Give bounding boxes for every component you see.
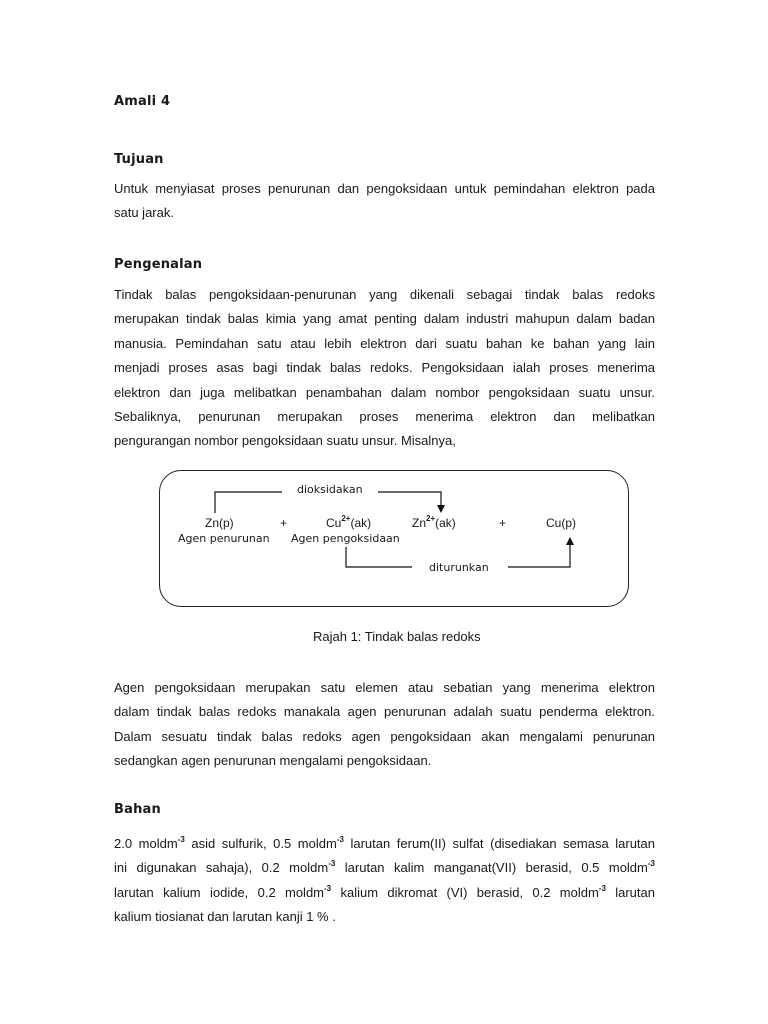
bahan-line-4: kalium tiosianat dan larutan kanji 1 % . xyxy=(114,909,336,925)
zn-ion-state: (ak) xyxy=(435,516,456,530)
pengenalan-line: Tindak balas pengoksidaan-penurunan yang dikenali sebagai tindak balas redoks xyxy=(114,287,655,302)
pengenalan-paragraph xyxy=(114,283,655,454)
diturunkan-label: diturunkan xyxy=(429,561,489,574)
zn-ion-base: Zn xyxy=(412,516,427,530)
tujuan-line: satu jarak. xyxy=(114,205,174,221)
cu-ion-state: (ak) xyxy=(350,516,372,530)
unit-exponent: -3 xyxy=(336,835,344,844)
bahan-text: kalium dikromat (VI) berasid, 0.2 moldm xyxy=(331,884,599,900)
bahan-line-3 xyxy=(114,881,655,905)
figure-caption: Rajah 1: Tindak balas redoks xyxy=(313,629,481,644)
oxidation-line-left xyxy=(215,492,282,513)
unit-exponent: -3 xyxy=(324,883,332,893)
reduction-line-left xyxy=(346,547,412,567)
zn-ion-charge: 2+ xyxy=(426,514,436,523)
cu-ion-charge: 2+ xyxy=(341,514,351,523)
zn-solid: Zn(p) xyxy=(205,516,234,530)
agen-line: sedangkan agen penurunan mengalami pengoksidaan. xyxy=(114,753,432,769)
bahan-text: asid sulfurik, 0.5 moldm xyxy=(184,836,337,851)
pengenalan-line: merupakan tindak balas kimia yang amat penting dalam industri mahupun dalam badan xyxy=(114,311,655,327)
agen-line: dalam tindak balas redoks manakala agen penurunan adalah suatu penderma elektron. xyxy=(114,704,655,720)
zn-ion xyxy=(412,516,456,530)
agen-paragraph xyxy=(114,676,655,774)
bahan-line-2 xyxy=(114,856,655,880)
page-title: Amali 4 xyxy=(114,94,171,109)
cu-solid: Cu(p) xyxy=(546,516,577,530)
tujuan-heading: Tujuan xyxy=(114,152,164,167)
agen-pengoksidaan-label: Agen pengoksidaan xyxy=(291,532,400,545)
plus-sign-1: + xyxy=(280,516,288,530)
unit-exponent: -3 xyxy=(647,859,655,869)
pengenalan-line: menjadi proses asas bagi tindak balas redoks. Pengoksidaan ialah proses menerima xyxy=(114,360,655,376)
tujuan-line: Untuk menyiasat proses penurunan dan pengoksidaan untuk pemindahan elektron pada xyxy=(114,181,655,196)
cu-ion xyxy=(326,516,371,530)
pengenalan-heading: Pengenalan xyxy=(114,257,203,272)
pengenalan-line: pengurangan nombor pengoksidaan suatu unsur. Misalnya, xyxy=(114,433,456,449)
bahan-paragraph xyxy=(114,832,655,930)
bahan-text: larutan kalim manganat(VII) berasid, 0.5 moldm xyxy=(335,860,648,876)
agen-penurunan-label: Agen penurunan xyxy=(178,532,270,545)
pengenalan-line: Sebaliknya, penurunan merupakan proses menerima elektron dan melibatkan xyxy=(114,409,655,425)
bahan-line-1 xyxy=(114,832,655,856)
bahan-text: ini digunakan sahaja), 0.2 moldm xyxy=(114,860,329,876)
pengenalan-line: elektron dan juga melibatkan penambahan dalam nombor pengoksidaan suatu unsur. xyxy=(114,384,655,400)
agen-line: Dalam sesuatu tindak balas redoks agen pengoksidaan akan mengalami penurunan xyxy=(114,728,655,744)
cu-ion-base: Cu xyxy=(326,516,342,530)
oxidation-arrow xyxy=(378,492,441,509)
agen-line: Agen pengoksidaan merupakan satu elemen atau sebatian yang menerima elektron xyxy=(114,680,655,695)
reduction-arrow xyxy=(508,541,570,567)
plus-sign-2: + xyxy=(499,516,507,530)
bahan-text: larutan kalium iodide, 0.2 moldm xyxy=(114,884,325,900)
pengenalan-line: manusia. Pemindahan satu atau lebih elektron dari suatu bahan ke bahan yang lain xyxy=(114,335,655,351)
unit-exponent: -3 xyxy=(177,835,185,844)
dioksidakan-label: dioksidakan xyxy=(297,483,363,496)
unit-exponent: -3 xyxy=(598,883,606,893)
tujuan-paragraph xyxy=(114,177,655,226)
bahan-text: larutan xyxy=(605,884,655,900)
bahan-text: larutan ferum(II) sulfat (disediakan semasa larutan xyxy=(343,836,655,851)
redox-diagram xyxy=(159,470,629,607)
bahan-heading: Bahan xyxy=(114,802,161,817)
bahan-text: 2.0 moldm xyxy=(114,836,178,851)
unit-exponent: -3 xyxy=(328,859,336,869)
